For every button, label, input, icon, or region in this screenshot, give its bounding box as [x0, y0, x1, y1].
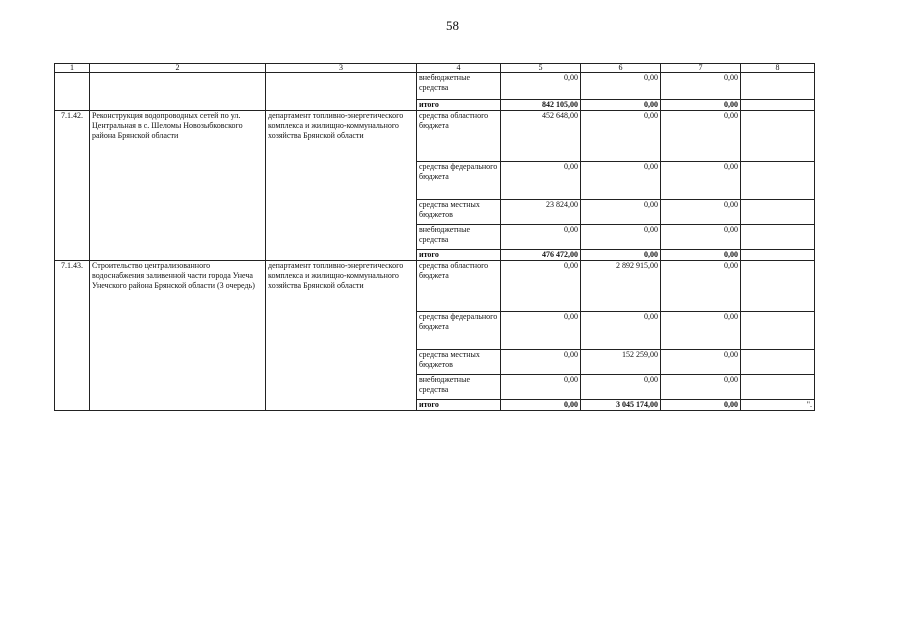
funding-source: итого [417, 400, 501, 411]
value-col7: 0,00 [661, 100, 741, 111]
value-col8 [741, 350, 815, 375]
value-col7: 0,00 [661, 200, 741, 225]
value-col7: 0,00 [661, 162, 741, 200]
value-col6: 0,00 [581, 225, 661, 250]
item-name: Реконструкция водопроводных сетей по ул. Центральная в с. Шеломы Новозыбковского района Брянской области [90, 111, 266, 261]
funding-source: внебюджетные средства [417, 73, 501, 100]
item-name: Строительство централизованного водоснабжения заливенной части города Унеча Унечского района Брянской области (3 очередь) [90, 261, 266, 411]
value-col6: 0,00 [581, 111, 661, 162]
funding-source: внебюджетные средства [417, 375, 501, 400]
value-col7: 0,00 [661, 261, 741, 312]
value-col8 [741, 312, 815, 350]
item-number: 7.1.42. [55, 111, 90, 261]
item-executor: департамент топливно-энергетического комплекса и жилищно-коммунального хозяйства Брянской области [266, 261, 417, 411]
value-col7: 0,00 [661, 400, 741, 411]
value-col7: 0,00 [661, 111, 741, 162]
value-col6: 0,00 [581, 312, 661, 350]
closing-quote: ". [741, 400, 815, 411]
value-col5: 0,00 [501, 400, 581, 411]
value-col6: 0,00 [581, 200, 661, 225]
funding-source: итого [417, 250, 501, 261]
value-col8 [741, 111, 815, 162]
value-col6: 2 892 915,00 [581, 261, 661, 312]
col-header-4: 4 [417, 64, 501, 73]
value-col5: 476 472,00 [501, 250, 581, 261]
empty-cell [266, 73, 417, 111]
value-col8 [741, 200, 815, 225]
page-number: 58 [446, 18, 459, 33]
value-col7: 0,00 [661, 312, 741, 350]
value-col5: 0,00 [501, 225, 581, 250]
value-col5: 23 824,00 [501, 200, 581, 225]
funding-source: средства областного бюджета [417, 261, 501, 312]
empty-cell [55, 73, 90, 111]
value-col6: 0,00 [581, 375, 661, 400]
value-col6: 0,00 [581, 250, 661, 261]
value-col7: 0,00 [661, 225, 741, 250]
funding-source: внебюджетные средства [417, 225, 501, 250]
value-col5: 0,00 [501, 375, 581, 400]
funding-source: средства местных бюджетов [417, 200, 501, 225]
funding-source: средства федерального бюджета [417, 312, 501, 350]
funding-source: средства местных бюджетов [417, 350, 501, 375]
value-col7: 0,00 [661, 73, 741, 100]
value-col6: 3 045 174,00 [581, 400, 661, 411]
column-number-row [55, 64, 815, 73]
value-col8 [741, 375, 815, 400]
col-header-8: 8 [741, 64, 815, 73]
value-col7: 0,00 [661, 350, 741, 375]
budget-table [54, 63, 815, 411]
value-col6: 0,00 [581, 162, 661, 200]
value-col5: 0,00 [501, 261, 581, 312]
col-header-2: 2 [90, 64, 266, 73]
value-col8 [741, 261, 815, 312]
value-col8 [741, 100, 815, 111]
value-col6: 152 259,00 [581, 350, 661, 375]
value-col7: 0,00 [661, 375, 741, 400]
item-number: 7.1.43. [55, 261, 90, 411]
value-col5: 0,00 [501, 350, 581, 375]
col-header-5: 5 [501, 64, 581, 73]
col-header-3: 3 [266, 64, 417, 73]
value-col7: 0,00 [661, 250, 741, 261]
col-header-1: 1 [55, 64, 90, 73]
funding-source: итого [417, 100, 501, 111]
value-col5: 842 105,00 [501, 100, 581, 111]
value-col6: 0,00 [581, 100, 661, 111]
funding-source: средства областного бюджета [417, 111, 501, 162]
value-col8 [741, 250, 815, 261]
value-col6: 0,00 [581, 73, 661, 100]
empty-cell [90, 73, 266, 111]
table-row [55, 111, 815, 162]
col-header-6: 6 [581, 64, 661, 73]
value-col5: 0,00 [501, 162, 581, 200]
table-row [55, 73, 815, 100]
table-row [55, 261, 815, 312]
value-col5: 0,00 [501, 73, 581, 100]
value-col8 [741, 162, 815, 200]
value-col5: 452 648,00 [501, 111, 581, 162]
item-executor: департамент топливно-энергетического комплекса и жилищно-коммунального хозяйства Брянской области [266, 111, 417, 261]
value-col5: 0,00 [501, 312, 581, 350]
col-header-7: 7 [661, 64, 741, 73]
value-col8 [741, 225, 815, 250]
funding-source: средства федерального бюджета [417, 162, 501, 200]
value-col8 [741, 73, 815, 100]
